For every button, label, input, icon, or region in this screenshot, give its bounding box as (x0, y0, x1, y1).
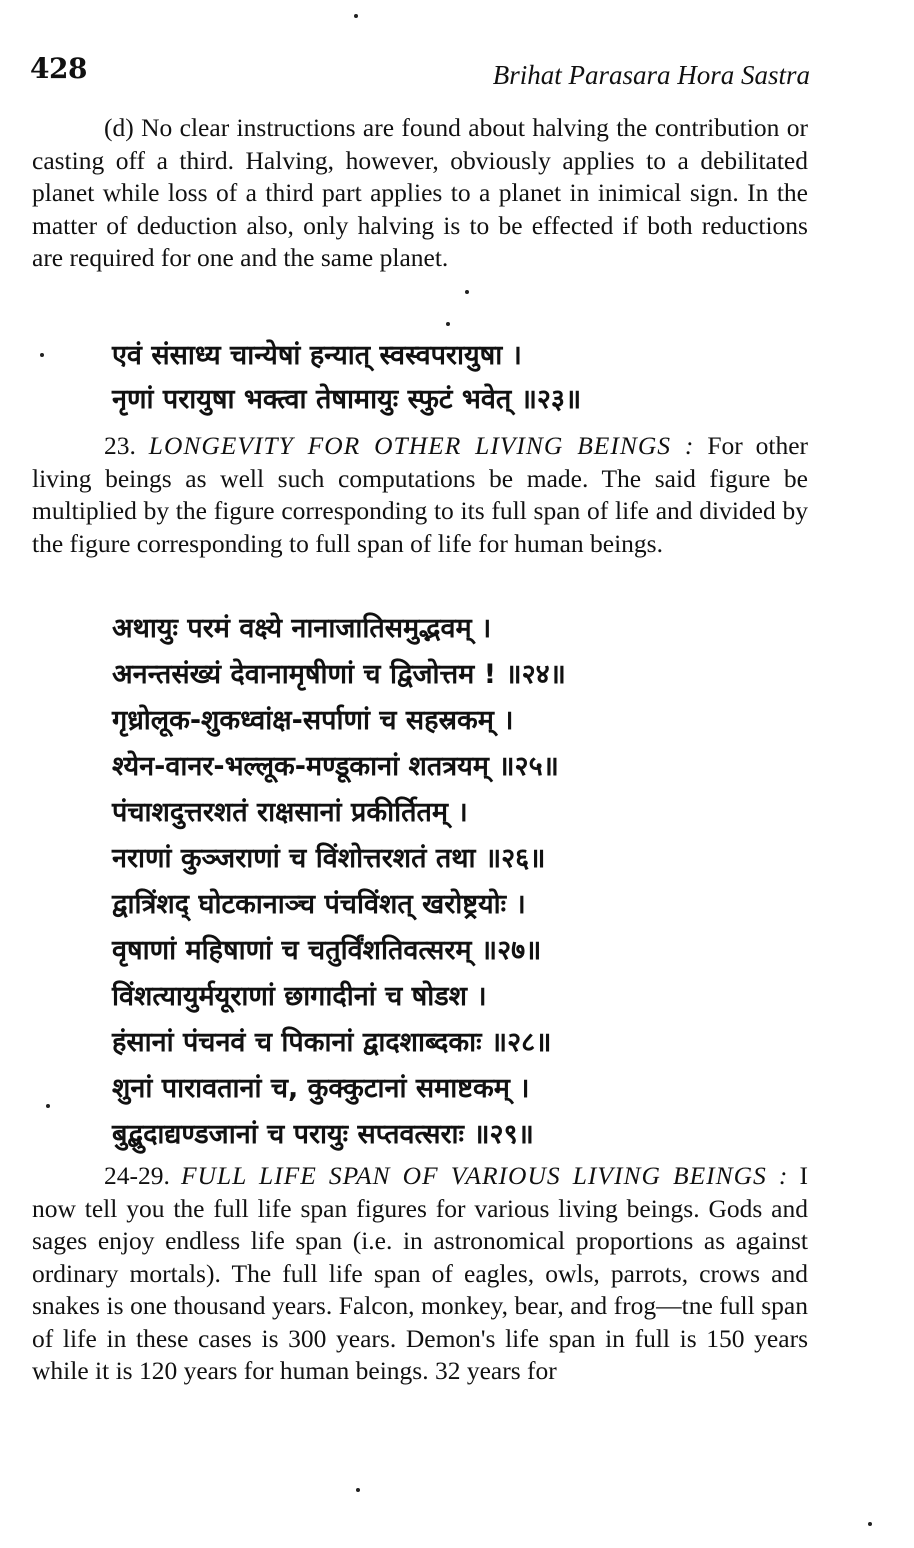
sloka-line: वृषाणां महिषाणां च चतुर्विंशतिवत्सरम् ॥२७॥ (112, 935, 542, 966)
scan-speck (46, 1104, 50, 1108)
sloka-line: विंशत्यायुर्मयूराणां छागादीनां च षोडश । (112, 981, 487, 1012)
paragraph-text: For other living beings as well such computations be made. The said figure be multiplied by the figure corresponding to its full span of life and divided by the figure corresponding to full span of life for human beings. (32, 431, 809, 558)
sloka-line: अनन्तसंख्यं देवानामृषीणां च द्विजोत्तम ! ॥२४॥ (112, 659, 566, 690)
paragraph-24-29 (32, 1160, 808, 1388)
page-number: 428 (30, 52, 87, 85)
running-title: Brihat Parasara Hora Sastra (492, 60, 810, 90)
verse-number: 23. (104, 431, 136, 460)
sloka-line: द्वात्रिंशद् घोटकानाञ्च पंचविंशत् खरोष्ट्रयोः । (112, 889, 526, 920)
section-heading: LONGEVITY FOR OTHER LIVING BEINGS : (148, 431, 695, 460)
sloka-line: नृणां परायुषा भक्त्वा तेषामायुः स्फुटं भवेत् ॥२३॥ (112, 384, 582, 415)
section-heading: FULL LIFE SPAN OF VARIOUS LIVING BEINGS : (180, 1161, 789, 1190)
scan-speck (40, 353, 44, 357)
sloka-23 (112, 334, 581, 422)
sloka-line: बुद्बुदाद्यण्डजानां च परायुः सप्तवत्सराः ॥२९॥ (112, 1119, 534, 1150)
scan-speck (446, 322, 450, 326)
sloka-line: पंचाशदुत्तरशतं राक्षसानां प्रकीर्तितम् । (112, 797, 468, 828)
sloka-line: गृध्रोलूक-शुकध्वांक्ष-सर्पाणां च सहस्रकम् । (112, 705, 514, 736)
sloka-line: हंसानां पंचनवं च पिकानां द्वादशाब्दकाः ॥२८॥ (112, 1027, 552, 1058)
scan-speck (868, 1522, 872, 1526)
paragraph-23 (32, 430, 808, 560)
scan-speck (356, 1488, 360, 1492)
sloka-line: नराणां कुञ्जराणां च विंशोत्तरशतं तथा ॥२६॥ (112, 843, 546, 874)
sloka-line: एवं संसाध्य चान्येषां हन्यात् स्वस्वपरायुषा । (112, 340, 522, 371)
sloka-line: शुनां पारावतानां च, कुक्कुटानां समाष्टकम् । (112, 1073, 530, 1104)
note-d-paragraph: (d) No clear instructions are found about halving the contribution or casting off a third. Halving, however, obviously applies to a debilitated planet while loss of a third part applies to a planet in inimical sign. In the matter of deduction also, only halving is to be effected if both reductions are required for one and the same planet. (32, 113, 808, 272)
paragraph-text: I now tell you the full life span figures for various living beings. Gods and sages enjoy endless life span (i.e. in astronomical proportions as against ordinary mortals). The full life span of eagles, owls, parrots, crows and snakes is one thousand years. Falcon, monkey, bear, and frog—tne full span of life in these cases is 300 years. Demon's life span in full is 150 years while it is 120 years for human beings. 32 years for (32, 1161, 809, 1385)
sloka-line: श्येन-वानर-भल्लूक-मण्डूकानां शतत्रयम् ॥२५॥ (112, 751, 559, 782)
scan-speck (465, 290, 469, 294)
scan-speck (354, 14, 358, 18)
sloka-24-29 (112, 606, 566, 1158)
sloka-line: अथायुः परमं वक्ष्ये नानाजातिसमुद्भवम् । (112, 613, 492, 644)
verse-number: 24-29. (104, 1161, 170, 1190)
